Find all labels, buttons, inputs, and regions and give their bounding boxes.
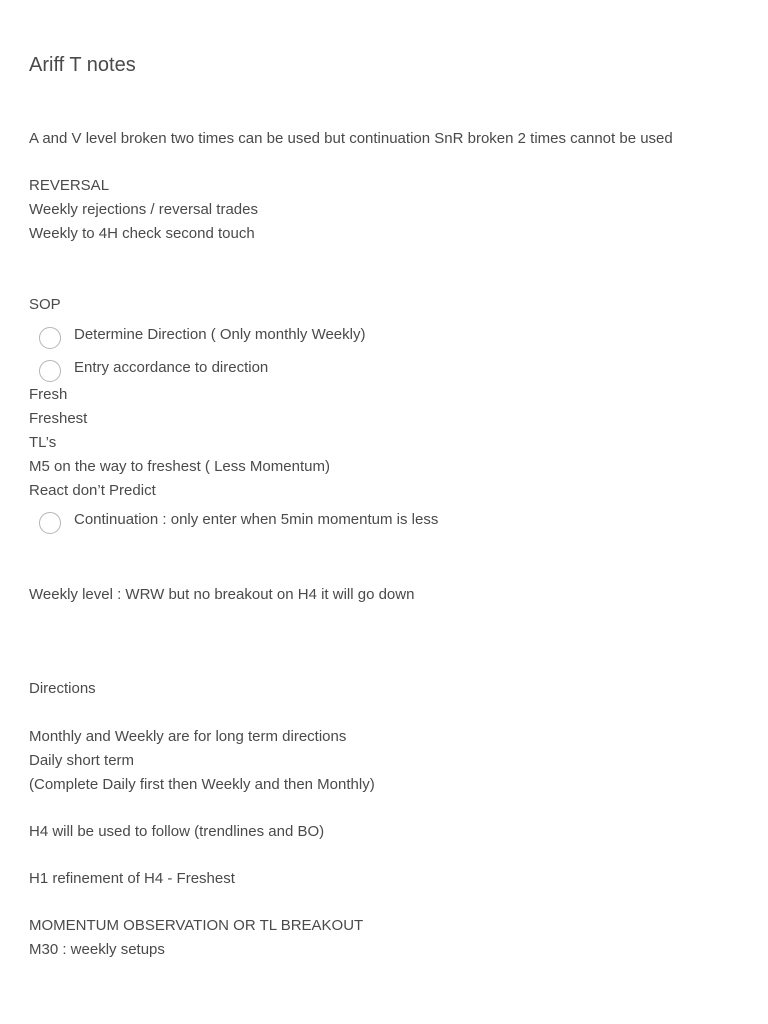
directions-line-2: Daily short term — [29, 752, 135, 769]
note-title[interactable]: Ariff T notes — [29, 54, 136, 76]
sop-line-5: React don’t Predict — [29, 482, 156, 499]
h4-text: H4 will be used to follow (trendlines and BO) — [29, 823, 325, 840]
checklist-item — [39, 322, 365, 348]
checklist-item-label: Entry accordance to direction — [74, 359, 269, 376]
sop-heading: SOP — [29, 296, 61, 313]
checklist-item — [39, 355, 268, 381]
h1-text: H1 refinement of H4 - Freshest — [29, 870, 235, 887]
directions-line-1: Monthly and Weekly are for long term directions — [29, 728, 347, 745]
intro-text: A and V level broken two times can be used but continuation SnR broken 2 times cannot be used — [29, 130, 673, 147]
checkbox-circle-icon[interactable] — [39, 327, 61, 349]
checklist-item-label: Determine Direction ( Only monthly Weekly) — [74, 326, 366, 343]
sop-line-4: M5 on the way to freshest ( Less Momentum) — [29, 458, 330, 475]
directions-line-3: (Complete Daily first then Weekly and then Monthly) — [29, 776, 375, 793]
reversal-line-2: Weekly to 4H check second touch — [29, 225, 255, 242]
reversal-line-1: Weekly rejections / reversal trades — [29, 201, 258, 218]
checklist-item — [39, 507, 438, 533]
reversal-heading: REVERSAL — [29, 177, 110, 194]
sop-line-1: Fresh — [29, 386, 68, 403]
checkbox-circle-icon[interactable] — [39, 512, 61, 534]
weekly-level-text: Weekly level : WRW but no breakout on H4 it will go down — [29, 586, 415, 603]
directions-heading: Directions — [29, 680, 96, 697]
m30-text: M30 : weekly setups — [29, 941, 165, 958]
sop-line-2: Freshest — [29, 410, 88, 427]
momentum-heading: MOMENTUM OBSERVATION OR TL BREAKOUT — [29, 917, 364, 934]
checklist-item-label: Continuation : only enter when 5min momentum is less — [74, 511, 439, 528]
sop-line-3: TL’s — [29, 434, 57, 451]
checkbox-circle-icon[interactable] — [39, 360, 61, 382]
